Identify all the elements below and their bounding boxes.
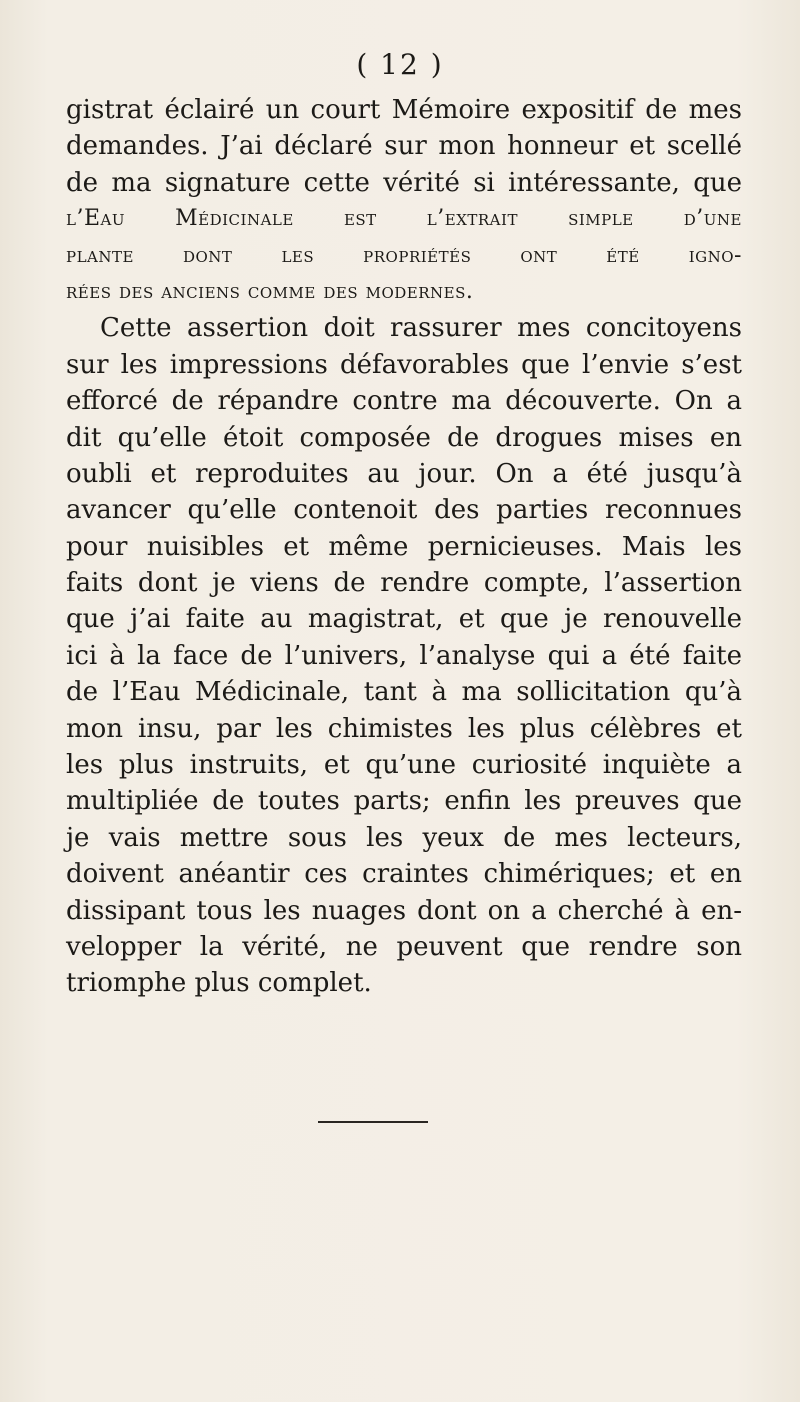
text-line: les plus instruits, et qu’une curiosité inquiète a <box>66 750 742 781</box>
text-line: sur les impressions défavorables que l’envie s’est <box>66 349 742 380</box>
text-line: que j’ai faite au magistrat, et que je renouvelle <box>66 604 742 635</box>
text-line: je vais mettre sous les yeux de mes lecteurs, <box>66 822 742 853</box>
text-line: dit qu’elle étoit composée de drogues mises en <box>66 422 742 453</box>
text-line: ici à la face de l’univers, l’analyse qui a été faite <box>66 640 742 671</box>
text-line: efforcé de répandre contre ma découverte. On a <box>66 386 742 417</box>
text-line-small-caps: plante dont les propriétés ont été igno- <box>66 242 742 268</box>
text-line: Cette assertion doit rassurer mes concitoyens <box>100 313 742 344</box>
text-line: gistrat éclairé un court Mémoire expositif de mes <box>66 95 742 125</box>
text-line: de ma signature cette vérité si intéressante, que <box>66 167 742 198</box>
text-line: dissipant tous les nuages dont on a cherché à en- <box>66 895 742 926</box>
footer-rule <box>318 1121 428 1123</box>
text-line: avancer qu’elle contenoit des parties reconnues <box>66 495 742 526</box>
text-line: pour nuisibles et même pernicieuses. Mais les <box>66 531 742 562</box>
text-line: multipliée de toutes parts; enfin les preuves que <box>66 786 742 817</box>
text-line: de l’Eau Médicinale, tant à ma sollicitation qu’à <box>66 677 742 708</box>
text-line: velopper la vérité, ne peuvent que rendre son <box>66 931 742 962</box>
text-line: triomphe plus complet. <box>66 968 372 999</box>
text-line-small-caps: l’Eau Médicinale est l’extrait simple d’une <box>66 206 742 232</box>
text-line: faits dont je viens de rendre compte, l’assertion <box>66 568 742 599</box>
text-line: demandes. J’ai déclaré sur mon honneur et scellé <box>66 131 742 162</box>
body-text <box>66 92 742 1002</box>
text-line: mon insu, par les chimistes les plus célèbres et <box>66 713 742 744</box>
text-line: doivent anéantir ces craintes chimériques; et en <box>66 859 742 890</box>
text-line: oubli et reproduites au jour. On a été jusqu’à <box>66 458 742 489</box>
page-number: ( 12 ) <box>356 48 444 81</box>
text-line-small-caps: rées des anciens comme des modernes. <box>66 278 474 304</box>
